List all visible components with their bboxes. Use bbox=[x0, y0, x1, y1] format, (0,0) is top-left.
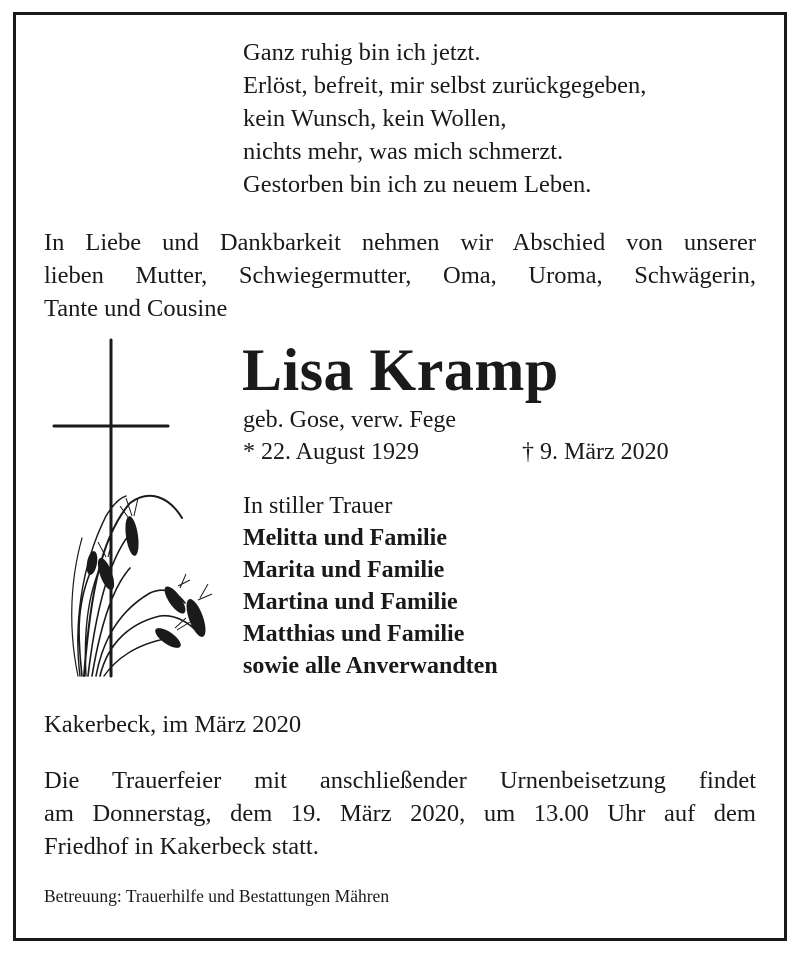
mourner-name: Martina und Familie bbox=[243, 589, 458, 615]
funeral-home-credit: Betreuung: Trauerhilfe und Bestattungen Mähren bbox=[44, 886, 390, 906]
deceased-name: Lisa Kramp bbox=[242, 337, 559, 403]
service-line: Friedhof in Kakerbeck statt. bbox=[44, 833, 319, 860]
mourner-name: Melitta und Familie bbox=[243, 525, 447, 551]
birth-date: * 22. August 1929 bbox=[243, 439, 420, 465]
place-date: Kakerbeck, im März 2020 bbox=[44, 711, 302, 738]
poem-line: Ganz ruhig bin ich jetzt. bbox=[243, 39, 481, 66]
service-line: am Donnerstag, dem 19. März 2020, um 13.00 Uhr auf dem bbox=[44, 800, 756, 827]
intro-line: lieben Mutter, Schwiegermutter, Oma, Uroma, Schwägerin, bbox=[44, 262, 756, 289]
poem-line: kein Wunsch, kein Wollen, bbox=[243, 105, 507, 132]
service-details bbox=[44, 764, 756, 863]
mourners-list bbox=[243, 522, 498, 682]
intro-text bbox=[44, 226, 756, 325]
mourning-heading: In stiller Trauer bbox=[243, 493, 393, 519]
service-line: Die Trauerfeier mit anschließender Urnenbeisetzung findet bbox=[44, 767, 756, 794]
poem-line: Gestorben bin ich zu neuem Leben. bbox=[243, 171, 592, 198]
intro-line: Tante und Cousine bbox=[44, 295, 228, 322]
poem bbox=[243, 36, 646, 201]
cross-with-wheat-icon bbox=[40, 338, 230, 683]
mourner-name: sowie alle Anverwandten bbox=[243, 653, 498, 679]
mourner-name: Matthias und Familie bbox=[243, 621, 465, 647]
death-date: † 9. März 2020 bbox=[522, 439, 669, 465]
poem-line: nichts mehr, was mich schmerzt. bbox=[243, 138, 564, 165]
mourner-name: Marita und Familie bbox=[243, 557, 445, 583]
intro-line: In Liebe und Dankbarkeit nehmen wir Abschied von unserer bbox=[44, 229, 756, 256]
poem-line: Erlöst, befreit, mir selbst zurückgegeben, bbox=[243, 72, 647, 99]
birth-names: geb. Gose, verw. Fege bbox=[243, 407, 457, 433]
